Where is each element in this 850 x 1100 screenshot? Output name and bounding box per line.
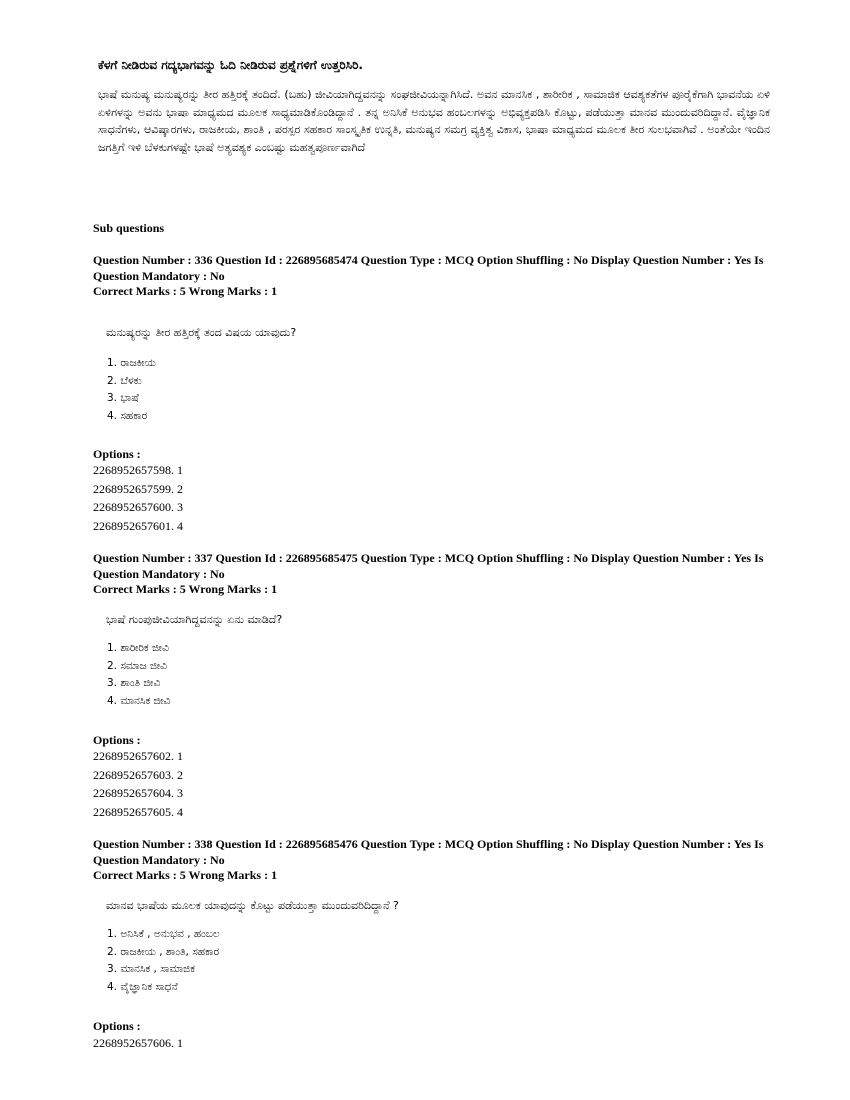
answer-choice: 3. ಶಾಂತಿ ಜೀವಿ — [107, 677, 161, 689]
meta-line: Correct Marks : 5 Wrong Marks : 1 — [93, 284, 278, 298]
meta-line: Question Mandatory : No — [93, 852, 225, 867]
meta-line: Question Mandatory : No — [93, 268, 225, 283]
meta-line: Correct Marks : 5 Wrong Marks : 1 — [93, 582, 278, 596]
passage-text: ಭಾಷೆ ಮನುಷ್ಯ ಮನುಷ್ಯರನ್ನು ತೀರ ಹತ್ತಿರಕ್ಕೆ ತಂದಿದೆ. (ಬಹು) ಜೀವಿಯಾಗಿದ್ದವನನ್ನು ಸಂಘಜೀವಿಯನ್ನಾಗಿಸಿದೆ. ಅವನ ಮಾನಸಿಕ , ಶಾರೀರಿಕ , ಸಾಮಾಜಿಕ ಆವಶ್ಯಕತೆಗಳ ಪೂರೈಕೆಗಾಗಿ ಭಾವನೆಯ ಏಳಿ ಏಳಿಗಳನ್ನು ಅವನು ಭಾಷಾ ಮಾಧ್ಯಮದ ಮೂಲಕ ಸಾಧ್ಯಮಾಡಿಕೊಂಡಿದ್ದಾನೆ . ತನ್ನ ಅನಿಸಿಕೆ ಅನುಭವ ಹಂಬಲಗಳನ್ನು ಅಭಿವ್ಯಕ್ತಪಡಿಸಿ ಕೊಟ್ಟು, ಪಡೆಯುತ್ತಾ ಮಾನವ ಮುಂದುವರಿದಿದ್ದಾನೆ. ವೈಜ್ಞಾನಿಕ ಸಾಧನೆಗಳು, ಆವಿಷ್ಕಾರಗಳು, ರಾಜಕೀಯ, ಶಾಂತಿ , ಪರಸ್ಪರ ಸಹಕಾರ ಸಾಂಸ್ಕೃತಿಕ ಉನ್ನತಿ, ಮನುಷ್ಯನ ಸಮಗ್ರ ವ್ಯಕ್ತಿತ್ವ ವಿಕಾಸ, ಭಾಷಾ ಮಾಧ್ಯಮದ ಮೂಲಕ ತೀರ ಸುಲಭವಾಗಿವೆ . ಅಂತೆಯೇ ಇಂದಿನ ಜಗತ್ತಿಗೆ ಇಳಿ ಬೆಳಕುಗಳಷ್ಟೇ ಭಾಷೆ ಅತ್ಯವಶ್ಯಕ ಎಂಬಷ್ಟು ಮಹತ್ವಪೂರ್ಣವಾಗಿದೆ — [98, 88, 770, 154]
answer-choice: 2. ಬೆಳಕು — [107, 374, 142, 387]
option-id: 2268952657599. 2 — [93, 481, 183, 496]
question-meta — [93, 253, 773, 300]
meta-line: Question Number : 336 Question Id : 226895685474 Question Type : MCQ Option Shuffling : No Display Question Number : Yes Is — [93, 253, 764, 267]
answer-choice: 1. ಅನಿಸಿಕೆ , ಅನುಭವ , ಹಂಬಲ — [107, 928, 220, 940]
answer-choices — [107, 640, 170, 710]
answer-choice: 1. ರಾಜಕೀಯ — [107, 357, 156, 369]
answer-choice: 3. ಭಾಷೆ — [107, 392, 139, 404]
answer-choice: 2. ಸಮಾಜ ಜೀವಿ — [107, 659, 167, 672]
meta-line: Question Mandatory : No — [93, 566, 225, 581]
option-id: 2268952657605. 4 — [93, 804, 183, 819]
sub-questions-label: Sub questions — [93, 221, 165, 235]
question-meta — [93, 551, 773, 598]
option-id: 2268952657604. 3 — [93, 786, 183, 800]
option-id: 2268952657606. 1 — [93, 1036, 183, 1050]
question-meta — [93, 837, 773, 884]
option-id-list — [93, 1034, 183, 1053]
meta-line: Correct Marks : 5 Wrong Marks : 1 — [93, 868, 278, 882]
question-text: ಮನುಷ್ಯರನ್ನು ತೀರ ಹತ್ತಿರಕ್ಕೆ ತಂದ ವಿಷಯ ಯಾವುದು? — [106, 326, 297, 339]
option-id: 2268952657601. 4 — [93, 518, 183, 533]
option-id: 2268952657600. 3 — [93, 500, 183, 514]
question-text: ಮಾನವ ಭಾಷೆಯ ಮೂಲಕ ಯಾವುದನ್ನು ಕೊಟ್ಟು ಪಡೆಯುತ್ತಾ ಮುಂದುವರಿದಿದ್ದಾನೆ ? — [106, 899, 399, 912]
answer-choice: 4. ಮಾನಸಿಕ ಜೀವಿ — [107, 694, 171, 707]
options-label: Options : — [93, 733, 141, 747]
meta-line: Question Number : 338 Question Id : 226895685476 Question Type : MCQ Option Shuffling : No Display Question Number : Yes Is — [93, 837, 764, 851]
answer-choice: 3. ಮಾನಸಿಕ , ಸಾಮಾಜಿಕ — [107, 963, 195, 975]
passage-heading: ಕೆಳಗೆ ನೀಡಿರುವ ಗದ್ಯಭಾಗವನ್ನು ಓದಿ ನೀಡಿರುವ ಪ್ರಶ್ನೆಗಳಿಗೆ ಉತ್ತರಿಸಿರಿ. — [98, 58, 363, 72]
option-id-list — [93, 747, 183, 821]
options-label: Options : — [93, 447, 141, 461]
answer-choice: 2. ರಾಜಕೀಯ , ಶಾಂತಿ, ಸಹಕಾರ — [107, 945, 220, 958]
answer-choice: 4. ಸಹಕಾರ — [107, 409, 148, 422]
answer-choices — [107, 926, 220, 996]
answer-choice: 4. ವೈಜ್ಞಾನಿಕ ಸಾಧನೆ — [107, 980, 178, 993]
option-id: 2268952657602. 1 — [93, 749, 183, 763]
answer-choices — [107, 355, 156, 425]
question-text: ಭಾಷೆ ಗುಂಪುಜೀವಿಯಾಗಿದ್ದವನನ್ನು ಏನು ಮಾಡಿದೆ? — [106, 613, 283, 626]
option-id: 2268952657598. 1 — [93, 463, 183, 477]
answer-choice: 1. ಶಾರೀರಿಕ ಜೀವಿ — [107, 642, 169, 654]
option-id: 2268952657603. 2 — [93, 767, 183, 782]
meta-line: Question Number : 337 Question Id : 226895685475 Question Type : MCQ Option Shuffling : No Display Question Number : Yes Is — [93, 551, 764, 565]
option-id-list — [93, 461, 183, 535]
options-label: Options : — [93, 1019, 141, 1033]
